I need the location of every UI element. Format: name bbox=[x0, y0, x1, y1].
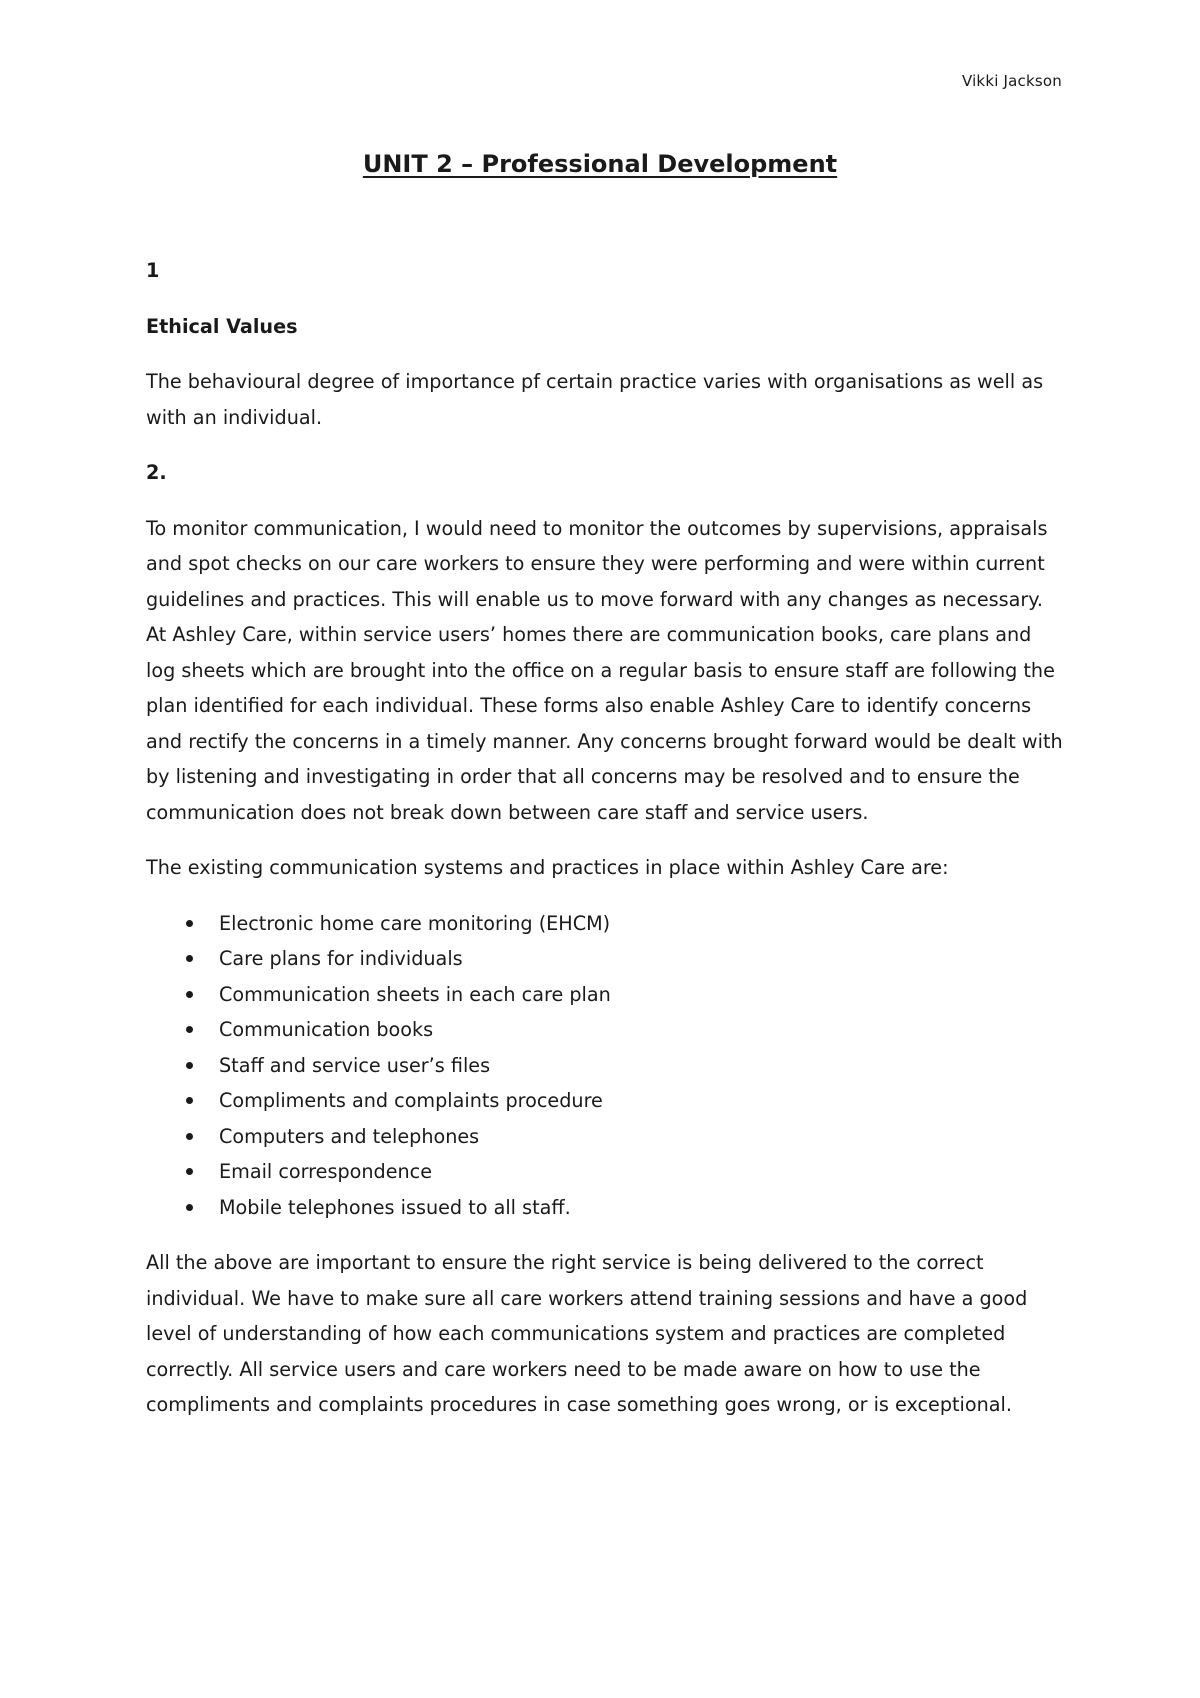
list-item-text: Compliments and complaints procedure bbox=[219, 1089, 603, 1112]
list-item-text: Communication books bbox=[219, 1018, 434, 1041]
header-author: Vikki Jackson bbox=[961, 72, 1062, 90]
list-item bbox=[146, 1119, 1066, 1155]
bullet-icon bbox=[186, 1168, 193, 1175]
document-body bbox=[146, 253, 1066, 1423]
list-item bbox=[146, 941, 1066, 977]
bullet-icon bbox=[186, 1026, 193, 1033]
list-item-text: Email correspondence bbox=[219, 1160, 433, 1183]
list-item-text: Care plans for individuals bbox=[219, 947, 463, 970]
bullet-icon bbox=[186, 1133, 193, 1140]
section-number-1: 1 bbox=[146, 259, 160, 282]
section-heading-ethical-values: Ethical Values bbox=[146, 314, 298, 338]
section2-paragraph: To monitor communication, I would need to monitor the outcomes by supervisions, appraisals and spot checks on our care workers to ensure they were performing and were within current guidelines and practices. This will enable us to move forward with any changes as necessary. At Ashley Care, within service users’ homes there are communication books, care plans and log sheets which are brought into the office on a regular basis to ensure staff are following the plan identified for each individual. These forms also enable Ashley Care to identify concerns and rectify the concerns in a timely manner. Any concerns brought forward would be dealt with by listening and investigating in order that all concerns may be resolved and to ensure the communication does not break down between care staff and service users. bbox=[146, 516, 1063, 824]
list-item-text: Mobile telephones issued to all staff. bbox=[219, 1195, 571, 1219]
list-item bbox=[146, 906, 1066, 942]
list-item bbox=[146, 977, 1066, 1013]
communication-systems-list bbox=[146, 906, 1066, 1226]
bullet-icon bbox=[186, 1204, 193, 1211]
bullet-icon bbox=[186, 920, 193, 927]
list-item bbox=[146, 1083, 1066, 1119]
section-number-2: 2. bbox=[146, 461, 167, 484]
bullet-icon bbox=[186, 955, 193, 962]
bullet-icon bbox=[186, 1097, 193, 1104]
page-title: UNIT 2 – Professional Development bbox=[362, 150, 838, 178]
list-intro: The existing communication systems and practices in place within Ashley Care are: bbox=[146, 856, 949, 879]
list-item-text: Computers and telephones bbox=[219, 1124, 480, 1148]
list-item-text: Communication sheets in each care plan bbox=[219, 982, 611, 1006]
list-item bbox=[146, 1012, 1066, 1048]
bullet-icon bbox=[186, 991, 193, 998]
list-item bbox=[146, 1048, 1066, 1084]
closing-paragraph: All the above are important to ensure the right service is being delivered to the correct individual. We have to make sure all care workers attend training sessions and have a good level of understanding of how each communications system and practices are completed correctly. All service users and care workers need to be made aware on how to use the compliments and complaints procedures in case something goes wrong, or is exceptional. bbox=[146, 1251, 1028, 1416]
list-item-text: Electronic home care monitoring (EHCM) bbox=[219, 911, 611, 935]
list-item bbox=[146, 1154, 1066, 1190]
list-item-text: Staff and service user’s files bbox=[219, 1053, 491, 1077]
section1-paragraph: The behavioural degree of importance pf certain practice varies with organisations as well as with an individual. bbox=[146, 370, 1044, 429]
bullet-icon bbox=[186, 1062, 193, 1069]
list-item bbox=[146, 1190, 1066, 1226]
